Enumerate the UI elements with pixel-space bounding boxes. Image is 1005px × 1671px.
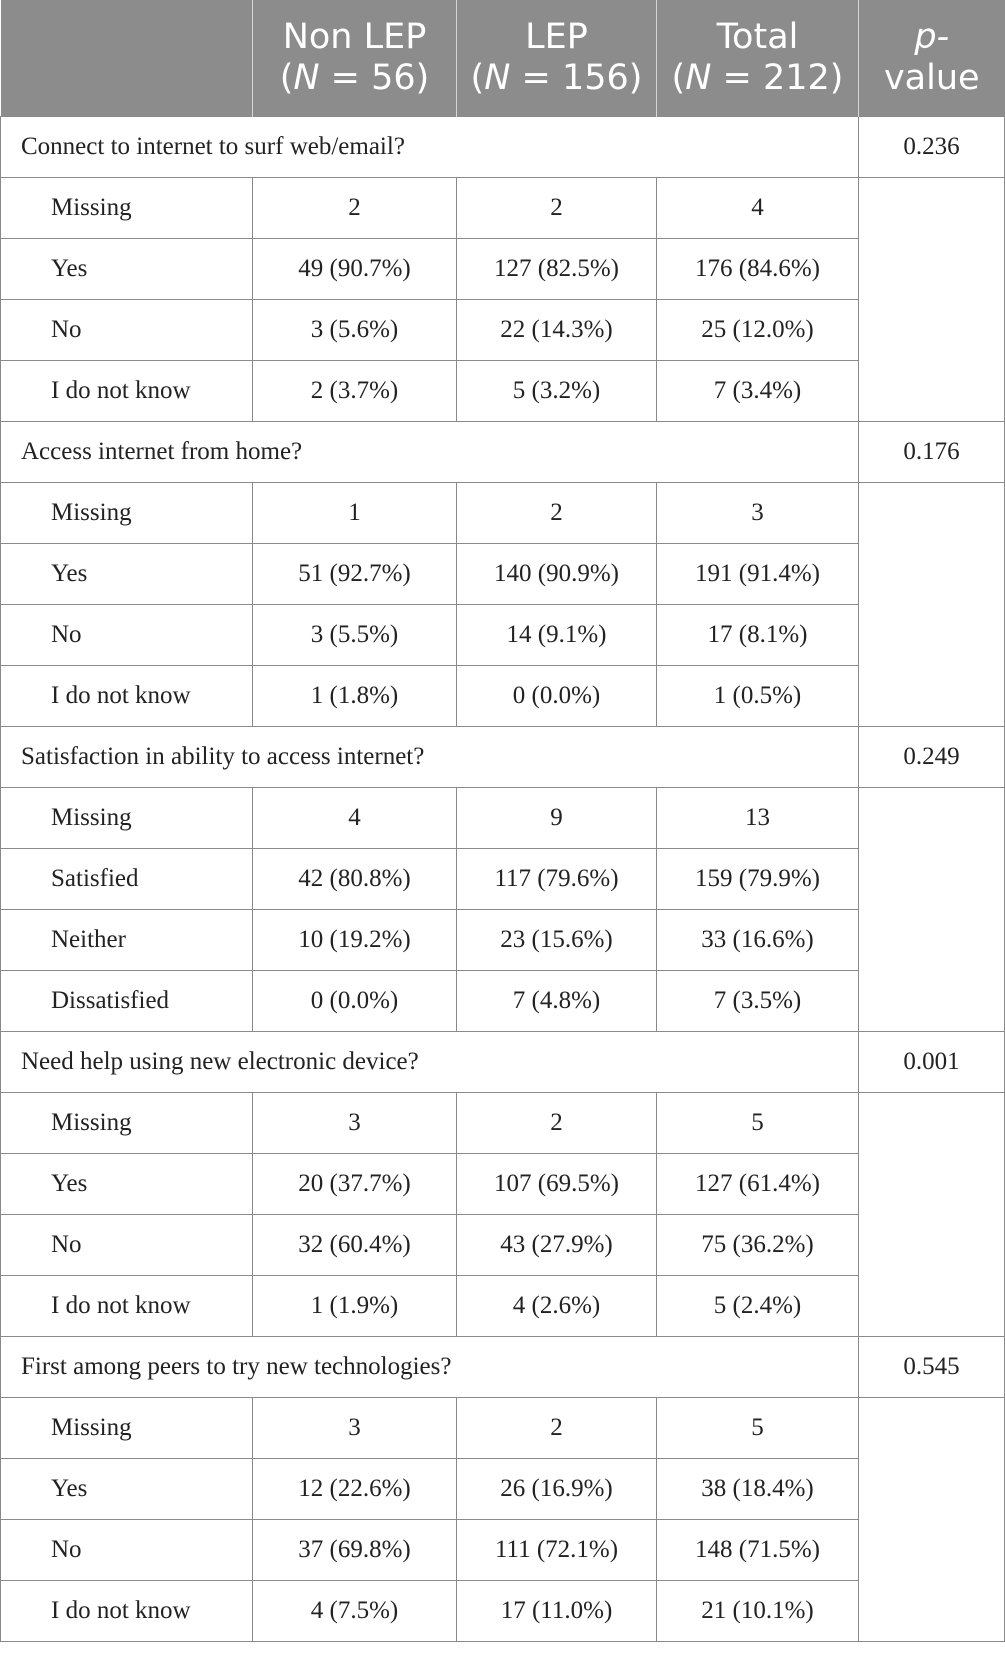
lep-cell: 0 (0.0%) [457, 666, 657, 727]
lep-cell: 2 [457, 1398, 657, 1459]
question-label: First among peers to try new technologies? [1, 1337, 859, 1398]
non-lep-cell: 42 (80.8%) [253, 849, 457, 910]
total-cell: 1 (0.5%) [657, 666, 859, 727]
non-lep-cell: 49 (90.7%) [253, 239, 457, 300]
total-cell: 21 (10.1%) [657, 1581, 859, 1642]
total-cell: 176 (84.6%) [657, 239, 859, 300]
header-non-lep-n: (N = 56) [279, 58, 430, 98]
non-lep-cell: 0 (0.0%) [253, 971, 457, 1032]
p-value-spacer [859, 1093, 1005, 1337]
p-value-spacer [859, 483, 1005, 727]
question-row [1, 727, 1005, 788]
total-cell: 7 (3.5%) [657, 971, 859, 1032]
non-lep-cell: 2 [253, 178, 457, 239]
lep-cell: 2 [457, 483, 657, 544]
lep-cell: 117 (79.6%) [457, 849, 657, 910]
table-row [1, 361, 1005, 422]
header-p-label: p- [914, 17, 950, 57]
row-label: Yes [1, 239, 253, 300]
row-label: Missing [1, 1093, 253, 1154]
question-label: Access internet from home? [1, 422, 859, 483]
row-label: I do not know [1, 1276, 253, 1337]
lep-cell: 4 (2.6%) [457, 1276, 657, 1337]
table-row [1, 544, 1005, 605]
p-value-spacer [859, 178, 1005, 422]
non-lep-cell: 20 (37.7%) [253, 1154, 457, 1215]
total-cell: 159 (79.9%) [657, 849, 859, 910]
table-header [1, 0, 1005, 117]
table-row [1, 971, 1005, 1032]
row-label: Yes [1, 1154, 253, 1215]
total-cell: 3 [657, 483, 859, 544]
lep-cell: 23 (15.6%) [457, 910, 657, 971]
total-cell: 4 [657, 178, 859, 239]
row-label: I do not know [1, 1581, 253, 1642]
total-cell: 75 (36.2%) [657, 1215, 859, 1276]
total-cell: 5 (2.4%) [657, 1276, 859, 1337]
row-label: No [1, 300, 253, 361]
table-row [1, 1581, 1005, 1642]
question-label: Need help using new electronic device? [1, 1032, 859, 1093]
table-row [1, 910, 1005, 971]
lep-cell: 26 (16.9%) [457, 1459, 657, 1520]
total-cell: 191 (91.4%) [657, 544, 859, 605]
p-value-cell: 0.236 [859, 117, 1005, 178]
row-label: I do not know [1, 666, 253, 727]
total-cell: 5 [657, 1093, 859, 1154]
lep-cell: 14 (9.1%) [457, 605, 657, 666]
header-non-lep-title: Non LEP [282, 17, 427, 57]
non-lep-cell: 2 (3.7%) [253, 361, 457, 422]
p-value-cell: 0.545 [859, 1337, 1005, 1398]
row-label: Satisfied [1, 849, 253, 910]
row-label: No [1, 1520, 253, 1581]
row-label: No [1, 1215, 253, 1276]
total-cell: 17 (8.1%) [657, 605, 859, 666]
row-label: Missing [1, 788, 253, 849]
header-lep [457, 0, 657, 117]
table-row [1, 1276, 1005, 1337]
header-total [657, 0, 859, 117]
row-label: Missing [1, 178, 253, 239]
table-row [1, 1459, 1005, 1520]
total-cell: 7 (3.4%) [657, 361, 859, 422]
non-lep-cell: 3 (5.5%) [253, 605, 457, 666]
total-cell: 127 (61.4%) [657, 1154, 859, 1215]
lep-cell: 9 [457, 788, 657, 849]
header-row [1, 0, 1005, 117]
table-row [1, 666, 1005, 727]
row-label: Dissatisfied [1, 971, 253, 1032]
total-cell: 38 (18.4%) [657, 1459, 859, 1520]
header-total-title: Total [716, 17, 799, 57]
row-label: I do not know [1, 361, 253, 422]
question-row [1, 117, 1005, 178]
table-row [1, 1520, 1005, 1581]
total-cell: 33 (16.6%) [657, 910, 859, 971]
total-cell: 13 [657, 788, 859, 849]
non-lep-cell: 37 (69.8%) [253, 1520, 457, 1581]
row-label: Neither [1, 910, 253, 971]
non-lep-cell: 51 (92.7%) [253, 544, 457, 605]
table-row [1, 605, 1005, 666]
row-label: Yes [1, 544, 253, 605]
table-row [1, 1215, 1005, 1276]
question-row [1, 422, 1005, 483]
table-row [1, 849, 1005, 910]
lep-cell: 7 (4.8%) [457, 971, 657, 1032]
lep-cell: 43 (27.9%) [457, 1215, 657, 1276]
row-label: Yes [1, 1459, 253, 1520]
row-label: Missing [1, 483, 253, 544]
table-row [1, 1154, 1005, 1215]
table-row [1, 1398, 1005, 1459]
lep-cell: 107 (69.5%) [457, 1154, 657, 1215]
question-row [1, 1032, 1005, 1093]
table-body [1, 117, 1005, 1642]
non-lep-cell: 1 (1.9%) [253, 1276, 457, 1337]
header-empty [1, 0, 253, 117]
non-lep-cell: 12 (22.6%) [253, 1459, 457, 1520]
non-lep-cell: 3 [253, 1093, 457, 1154]
p-value-spacer [859, 1398, 1005, 1642]
total-cell: 148 (71.5%) [657, 1520, 859, 1581]
p-value-cell: 0.176 [859, 422, 1005, 483]
header-lep-title: LEP [525, 17, 588, 57]
non-lep-cell: 4 [253, 788, 457, 849]
header-non-lep [253, 0, 457, 117]
non-lep-cell: 3 (5.6%) [253, 300, 457, 361]
header-p-value [859, 0, 1005, 117]
lep-cell: 2 [457, 1093, 657, 1154]
non-lep-cell: 10 (19.2%) [253, 910, 457, 971]
lep-cell: 2 [457, 178, 657, 239]
total-cell: 5 [657, 1398, 859, 1459]
lep-cell: 17 (11.0%) [457, 1581, 657, 1642]
table-row [1, 788, 1005, 849]
non-lep-cell: 32 (60.4%) [253, 1215, 457, 1276]
question-label: Satisfaction in ability to access internet? [1, 727, 859, 788]
p-value-spacer [859, 788, 1005, 1032]
lep-cell: 140 (90.9%) [457, 544, 657, 605]
table-row [1, 1093, 1005, 1154]
table-row [1, 300, 1005, 361]
p-value-cell: 0.249 [859, 727, 1005, 788]
header-lep-n: (N = 156) [470, 58, 643, 98]
table-row [1, 178, 1005, 239]
p-value-cell: 0.001 [859, 1032, 1005, 1093]
lep-cell: 22 (14.3%) [457, 300, 657, 361]
total-cell: 25 (12.0%) [657, 300, 859, 361]
header-value-label: value [883, 58, 980, 98]
lep-cell: 127 (82.5%) [457, 239, 657, 300]
non-lep-cell: 3 [253, 1398, 457, 1459]
row-label: Missing [1, 1398, 253, 1459]
table-row [1, 239, 1005, 300]
table-row [1, 483, 1005, 544]
row-label: No [1, 605, 253, 666]
non-lep-cell: 1 [253, 483, 457, 544]
non-lep-cell: 1 (1.8%) [253, 666, 457, 727]
lep-cell: 5 (3.2%) [457, 361, 657, 422]
header-total-n: (N = 212) [671, 58, 844, 98]
lep-cell: 111 (72.1%) [457, 1520, 657, 1581]
question-row [1, 1337, 1005, 1398]
question-label: Connect to internet to surf web/email? [1, 117, 859, 178]
non-lep-cell: 4 (7.5%) [253, 1581, 457, 1642]
